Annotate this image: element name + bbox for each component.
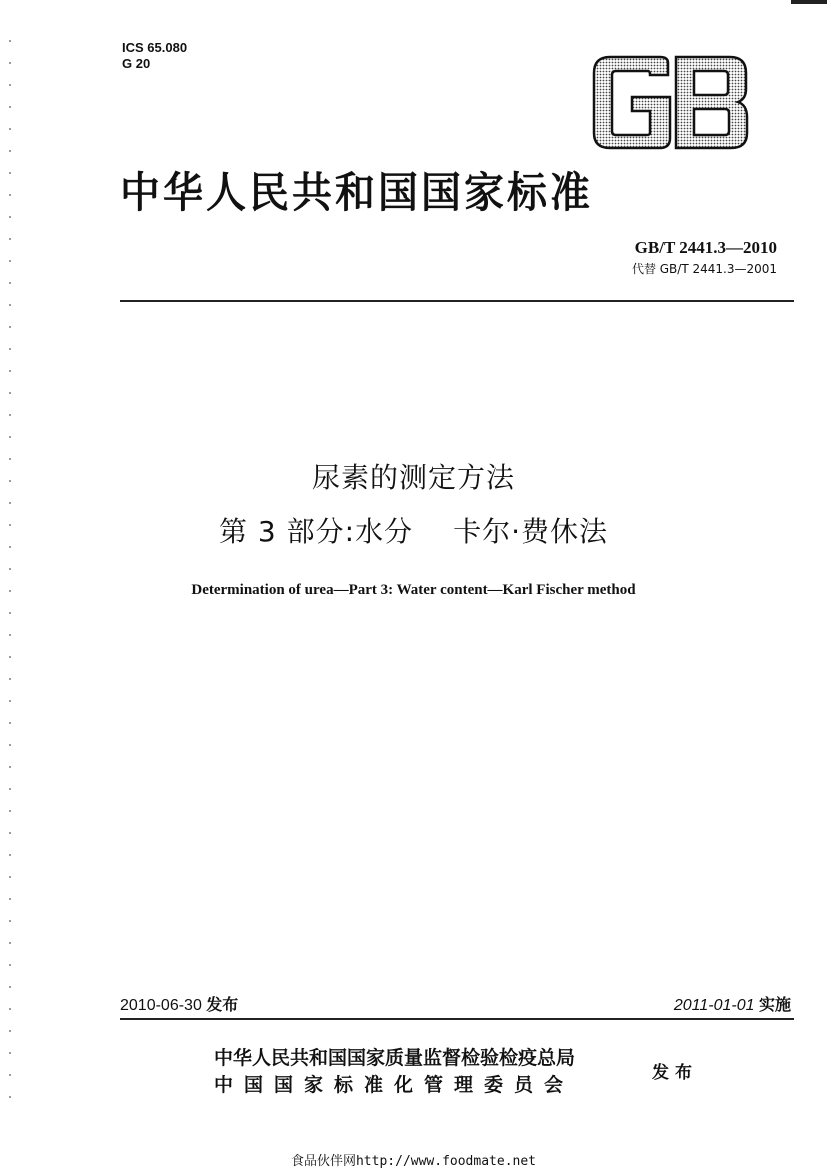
standard-code-block	[632, 238, 777, 277]
top-divider	[120, 300, 794, 302]
issue-date-block	[120, 992, 238, 1015]
chinese-title-method: 卡尔·费休法	[453, 515, 608, 548]
gb-logo	[590, 55, 750, 150]
corner-mark	[791, 0, 827, 4]
implement-date-block	[674, 992, 791, 1015]
standard-title: 中华人民共和国国家标准	[120, 169, 593, 218]
implement-label: 实施	[758, 997, 791, 1014]
chinese-title-line1: 尿素的测定方法	[311, 461, 515, 494]
implement-date: 2011-01-01	[673, 997, 755, 1014]
footer-watermark: 食品伙伴网http://www.foodmate.net	[290, 1154, 536, 1169]
replaces-note: 代替 GB/T 2441.3—2001	[631, 262, 777, 276]
chinese-title-part: 第 3 部分:水分	[219, 515, 414, 548]
issue-date: 2010-06-30	[120, 997, 202, 1014]
ics-code: ICS 65.080	[122, 40, 188, 55]
issuer-aqsiq: 中华人民共和国国家质量监督检验检疫总局	[214, 1047, 576, 1069]
publish-label: 发布	[652, 1063, 698, 1083]
classification-codes	[122, 40, 187, 72]
logo-text: GB	[590, 55, 592, 56]
ccs-code: G 20	[122, 56, 151, 71]
english-title: Determination of urea—Part 3: Water content—Karl Fischer method	[191, 582, 636, 598]
standard-number: GB/T 2441.3—2010	[634, 238, 777, 257]
issue-label: 发布	[206, 997, 239, 1014]
issuer-sac: 中国国家标准化管理委员会	[214, 1074, 575, 1096]
chinese-title-line2	[0, 510, 827, 550]
binding-margin-dots	[8, 30, 12, 1110]
bottom-divider	[120, 1018, 794, 1020]
